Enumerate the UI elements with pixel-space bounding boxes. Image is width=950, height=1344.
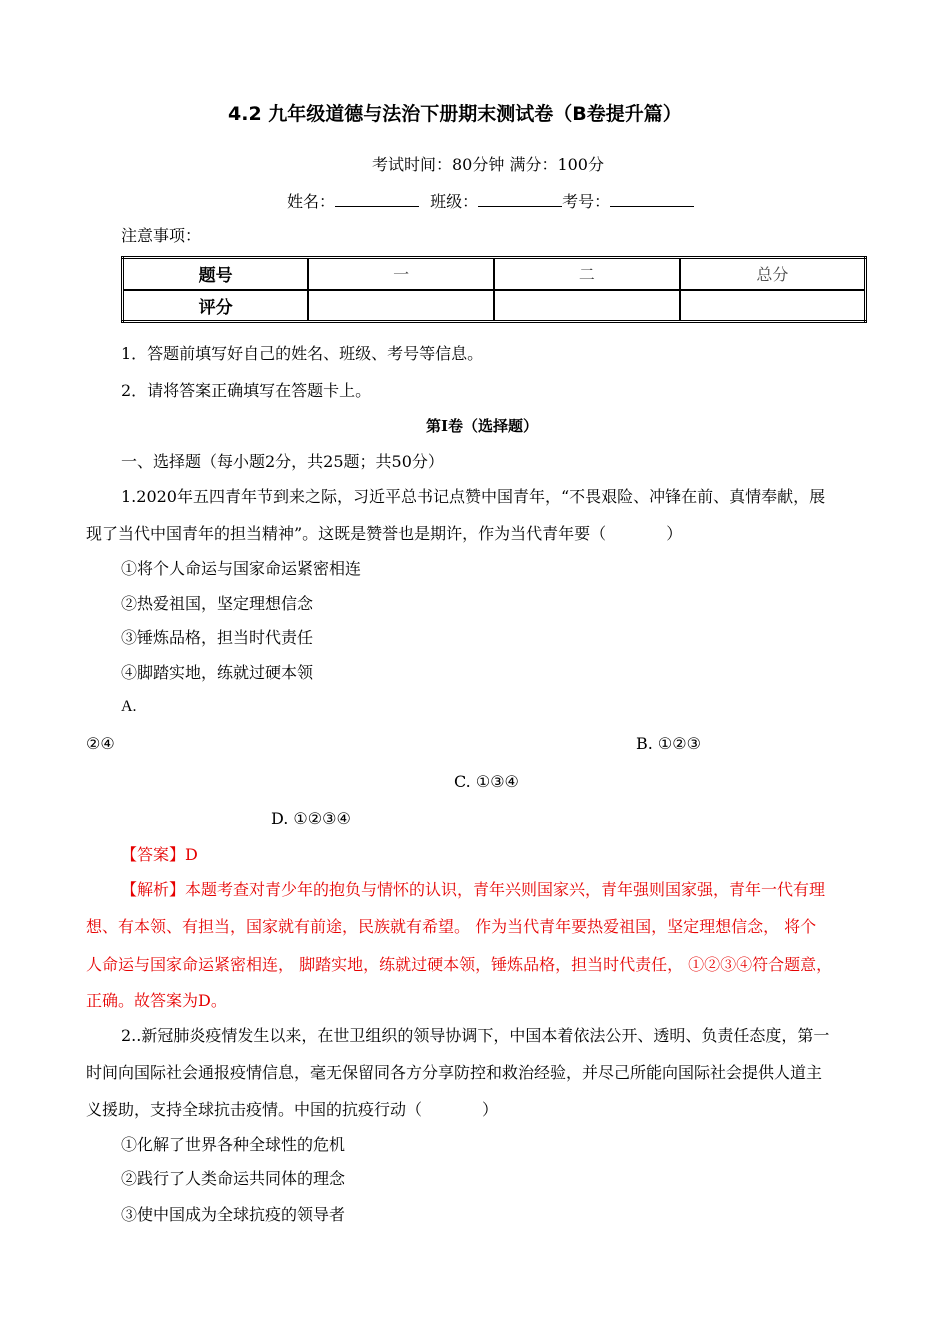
score-header-cell: 一 [308,258,494,290]
q1-option-c[interactable]: C. ①③④ [454,772,519,791]
name-blank[interactable] [335,190,419,207]
name-label: 姓名： [287,192,336,211]
page-title: 4.2 九年级道德与法治下册期末测试卷（B卷提升篇） [228,103,682,125]
q1-stem-close: ） [666,524,683,543]
class-label: 班级： [430,192,479,211]
notice-label: 注意事项： [121,226,202,245]
q1-item: ①将个人命运与国家命运紧密相连 [121,559,362,578]
score-table-score-row [123,290,866,322]
exam-info: 考试时间：80分钟 满分：100分 [372,155,604,174]
q1-item: ③锤炼品格，担当时代责任 [121,628,314,647]
q2-stem-close: ） [482,1100,499,1119]
q1-analysis-line1 [121,880,825,900]
number-blank[interactable] [610,190,694,207]
note-1: 1．答题前填写好自己的姓名、班级、考号等信息。 [121,344,484,363]
q2-stem-line2: 时间向国际社会通报疫情信息，毫无保留同各方分享防控和救治经验，并尽己所能向国际社会提供人道主 [86,1063,823,1082]
q2-stem-line3 [86,1100,498,1120]
score-header-cell: 总分 [680,258,866,290]
score-header-cell: 二 [494,258,680,290]
class-blank[interactable] [478,190,562,207]
q2-item: ①化解了世界各种全球性的危机 [121,1135,346,1154]
q1-answer: 【答案】D [121,845,198,864]
q1-analysis-line2: 想、有本领、有担当，国家就有前途，民族就有希望。 作为当代青年要热爱祖国，坚定理想信念， 将个 [86,917,817,936]
q2-stem-text: 义援助，支持全球抗击疫情。中国的抗疫行动（ [86,1100,423,1119]
q2-item: ③使中国成为全球抗疫的领导者 [121,1205,346,1224]
q1-stem-line2 [86,524,682,544]
score-header-cell: 题号 [123,258,309,290]
q1-item: ④脚踏实地，练就过硬本领 [121,663,314,682]
score-row-label: 评分 [123,290,309,322]
number-label: 考号： [562,192,611,211]
q1-item: ②热爱祖国，坚定理想信念 [121,594,314,613]
q1-analysis-label: 【解析】 [121,880,186,899]
student-info-line [287,190,694,212]
section-intro: 一、选择题（每小题2分，共25题；共50分） [121,452,444,471]
q1-option-a-label[interactable]: A. [121,698,137,715]
q2-item: ②践行了人类命运共同体的理念 [121,1169,346,1188]
score-table [121,256,867,323]
section-title: 第I卷（选择题） [426,417,539,435]
note-2: 2．请将答案正确填写在答题卡上。 [121,381,372,400]
q1-analysis-text: 本题考查对青少年的抱负与情怀的认识，青年兴则国家兴，青年强则国家强，青年一代有理 [185,880,826,899]
q1-stem-text: 现了当代中国青年的担当精神”。这既是赞誉也是期许，作为当代青年要（ [86,524,607,543]
score-cell[interactable] [308,290,494,322]
q1-analysis-line4: 正确。故答案为D。 [86,991,227,1010]
q1-option-a-text[interactable]: ②④ [86,734,115,753]
q2-stem-line1: 2..新冠肺炎疫情发生以来，在世卫组织的领导协调下，中国本着依法公开、透明、负责任态度，第一 [121,1026,830,1045]
score-cell[interactable] [494,290,680,322]
q1-analysis-line3: 人命运与国家命运紧密相连， 脚踏实地，练就过硬本领，锤炼品格，担当时代责任， ①②③④符合题意， [86,955,833,974]
score-table-header-row [123,258,866,290]
q1-stem-line1: 1.2020年五四青年节到来之际，习近平总书记点赞中国青年，“不畏艰险、冲锋在前、真情奉献，展 [121,487,826,506]
score-cell[interactable] [680,290,866,322]
q1-option-b[interactable]: B. ①②③ [636,734,701,753]
q1-option-d[interactable]: D. ①②③④ [271,809,351,828]
